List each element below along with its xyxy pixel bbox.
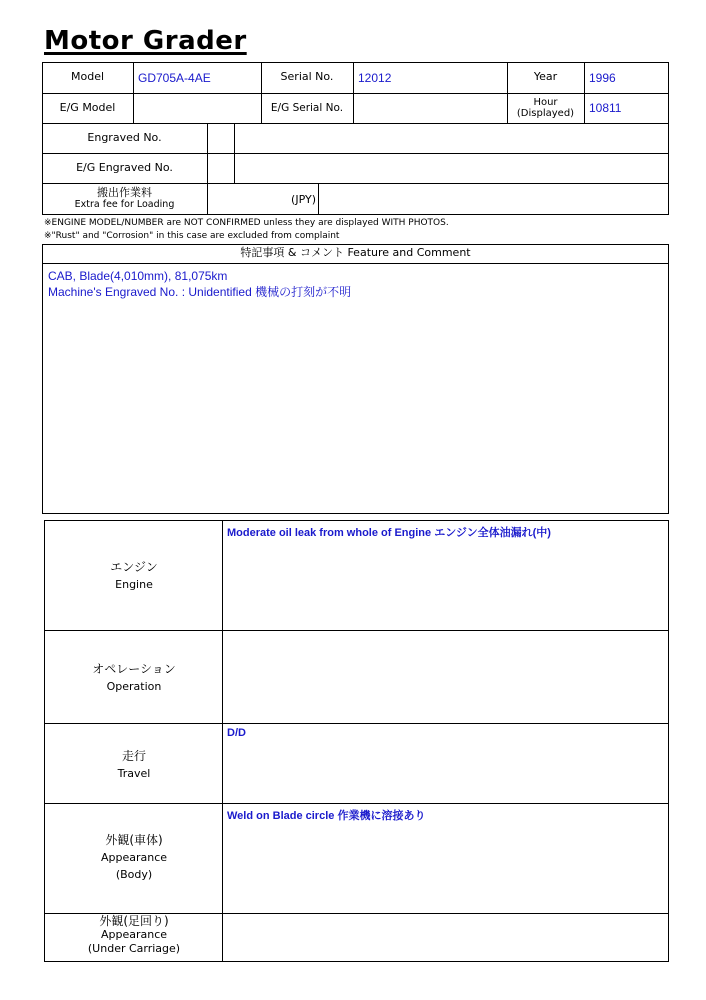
appearance-body-label-en2: (Body) — [115, 868, 153, 881]
extra-fee-jp: 搬出作業料 — [97, 186, 152, 199]
eg-serial-label: E/G Serial No. — [270, 101, 344, 114]
hour-label-line1: Hour — [533, 97, 558, 108]
appearance-body-label-en: Appearance — [100, 851, 168, 864]
serial-value: 12012 — [358, 70, 392, 85]
page-title: Motor Grader — [44, 26, 247, 56]
appearance-body-label — [46, 832, 222, 883]
year-value: 1996 — [589, 70, 616, 85]
travel-label-en: Travel — [117, 767, 151, 780]
appearance-undercarriage-label — [46, 914, 222, 956]
engine-label-en: Engine — [115, 578, 153, 591]
model-label: Model — [70, 70, 105, 84]
appearance-undercarriage-label-jp: 外観(足回り) — [99, 914, 169, 928]
extra-fee-label — [42, 183, 207, 215]
travel-label — [46, 748, 222, 782]
appearance-undercarriage-label-en: Appearance — [100, 928, 168, 941]
appearance-body-value: Weld on Blade circle 作業機に溶接あり — [227, 810, 426, 822]
hour-label-line2: (Displayed) — [516, 108, 575, 119]
note-rust: ※"Rust" and "Corrosion" in this case are excluded from complaint — [44, 231, 340, 241]
comment-header: 特記事項 & コメント Feature and Comment — [240, 246, 471, 260]
eg-model-value — [133, 93, 261, 123]
extra-fee-en: Extra fee for Loading — [74, 199, 175, 210]
travel-label-jp: 走行 — [121, 749, 146, 763]
eg-serial-value — [353, 93, 507, 123]
operation-label — [46, 661, 222, 695]
engraved-label: Engraved No. — [87, 130, 162, 144]
year-label: Year — [533, 70, 558, 84]
engine-value: Moderate oil leak from whole of Engine エンジン全体油漏れ(中) — [227, 527, 551, 539]
comment-text — [48, 268, 351, 300]
appearance-body-label-jp: 外観(車体) — [105, 833, 163, 847]
serial-label: Serial No. — [280, 70, 334, 84]
eg-model-label: E/G Model — [59, 100, 116, 114]
operation-label-en: Operation — [106, 680, 162, 693]
travel-value: D/D — [227, 727, 246, 739]
operation-label-jp: オペレーション — [92, 662, 176, 676]
currency-label: (JPY) — [291, 192, 316, 206]
hour-value: 10811 — [589, 101, 622, 115]
hour-label — [507, 93, 584, 123]
engine-label — [46, 559, 222, 593]
comment-line: Machine's Engraved No. : Unidentified 機械の打刻が不明 — [48, 285, 352, 299]
eg-engraved-label: E/G Engraved No. — [76, 160, 173, 174]
note-engine: ※ENGINE MODEL/NUMBER are NOT CONFIRMED unless they are displayed WITH PHOTOS. — [44, 218, 449, 228]
comment-line: CAB, Blade(4,010mm), 81,075km — [48, 269, 228, 283]
appearance-undercarriage-label-en2: (Under Carriage) — [87, 942, 181, 955]
model-value: GD705A-4AE — [138, 70, 211, 85]
engine-label-jp: エンジン — [110, 560, 158, 574]
